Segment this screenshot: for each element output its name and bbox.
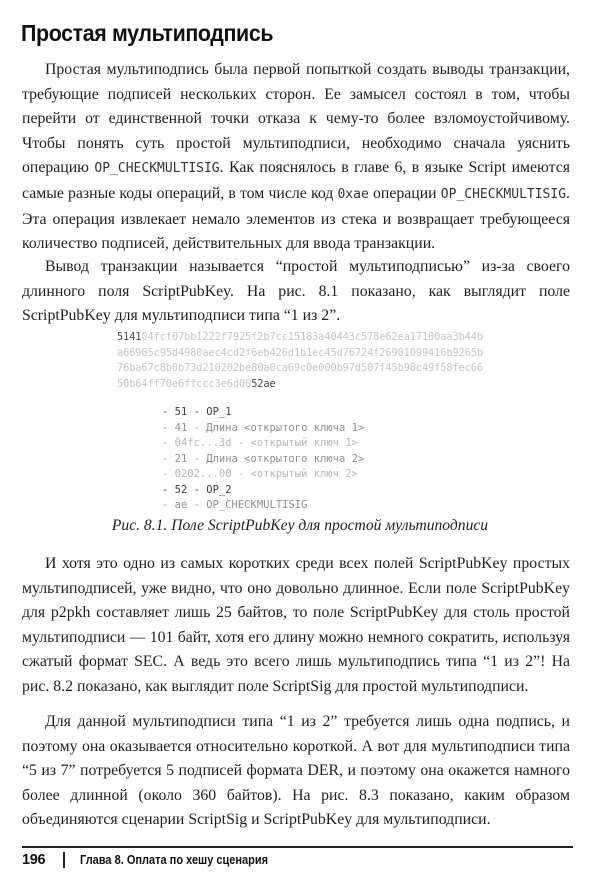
opcode-0xae-code: 0xae — [337, 186, 369, 202]
footer-separator — [63, 852, 65, 868]
chapter-title: Глава 8. Оплата по хешу сценария — [79, 853, 268, 867]
scriptpubkey-hex-dump — [117, 330, 483, 392]
page-footer — [22, 852, 294, 868]
page-number: 196 — [22, 852, 46, 868]
hex-line-2: a66905c95d4980aec4cd2f6eb426d1b1ec45d76724f26901099416b9265b — [117, 346, 483, 359]
section-heading: Простая мультиподпись — [21, 20, 274, 46]
list-item: - 04fc...3d - <открытый ключ 1> — [162, 437, 358, 449]
paragraph-1-text-c: операции — [368, 184, 441, 202]
list-item: - 52 - OP_2 — [162, 483, 232, 496]
hex-suffix-highlight: 52ae — [251, 377, 276, 390]
hex-prefix-highlight: 5141 — [117, 331, 142, 343]
list-item: - 41 - Длина <открытого ключа 1> — [162, 421, 365, 434]
list-item: - ae - OP_CHECKMULTISIG — [162, 499, 308, 511]
paragraph-1-text-a: Простая мультиподпись была первой попыткой создать выводы транзакции, требующие подписей нескольких сторон. Ее замысел состоял в том, чтобы перейти от единственной точки отказа к чему-то более взломоустойчивому. Чтобы понять суть простой мультиподписи, необходимо сначала уяснить операцию — [22, 61, 570, 177]
paragraph-2: Вывод транзакции называется “простой мультиподписью” из-за своего длинного поля ScriptPubKey. На рис. 8.1 показано, как выглядит поле ScriptPubKey для мультиподписи типа “1 из 2”. — [22, 258, 570, 325]
list-item: - 21 - Длина <открытого ключа 2> — [162, 452, 365, 465]
op-checkmultisig-code: OP_CHECKMULTISIG — [94, 161, 220, 177]
list-item: - 51 - OP_1 — [162, 406, 232, 418]
op-checkmultisig-code-2: OP_CHECKMULTISIG — [440, 186, 567, 202]
hex-line-1: 04fcf07bb1222f7925f2b7cc15183a40443c578e62ea17100aa3b44b — [141, 331, 483, 343]
list-item: - 0202...00 - <открытый ключ 2> — [162, 468, 358, 480]
paragraph-1 — [22, 58, 570, 257]
scriptpubkey-breakdown-list — [162, 405, 364, 514]
paragraph-4: Для данной мультиподписи типа “1 из 2” требуется лишь одна подпись, и поэтому она оказывается относительно короткой. А вот для мультиподписи типа “5 из 7” потребуется 5 подписей формата DER, и поэтому она окажется намного более длинной (около 360 байтов). На рис. 8.3 показано, каким образом объединяются сценарии ScriptSig и ScriptPubKey для мультиподписи. — [22, 713, 570, 829]
footer-divider — [22, 846, 573, 848]
hex-line-4: 50b64ff70e6ffccc3e6d00 — [117, 377, 252, 390]
paragraph-1-text-d: . Эта операция извлекает немало элементов из стека и возвращает требующееся количество подписей, действительных для ввода транзакции. — [22, 184, 570, 253]
figure-caption: Рис. 8.1. Поле ScriptPubKey для простой мультиподписи — [111, 517, 489, 534]
paragraph-3: И хотя это одно из самых коротких среди всех полей ScriptPubKey простых мультиподписей, уже видно, что оно довольно длинное. Если поле ScriptPubKey для p2pkh составляет лишь 25 байтов, то поле ScriptPubKey для столь простой мультиподписи — 101 байт, хотя его длину можно немного сократить, используя сжатый формат SEC. А ведь это всего лишь мультиподпись типа “1 из 2”! На рис. 8.2 показано, как выглядит поле ScriptSig для простой мультиподписи. — [22, 555, 570, 695]
paragraph-1-text-b: . Как пояснялось в главе 6, в языке Script имеются самые разные коды операций, в том числе код — [22, 159, 571, 202]
hex-line-3: 76ba67c8b0b73d210202be80a0ca69c0e000b97d507f45b98c49f58fec66 — [117, 362, 483, 375]
